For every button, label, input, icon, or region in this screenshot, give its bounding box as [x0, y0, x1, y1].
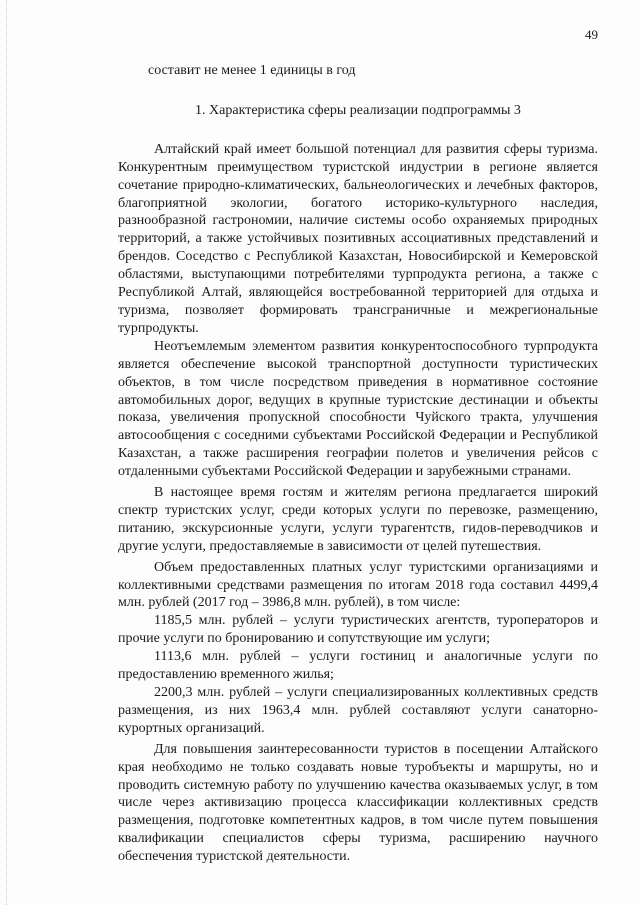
section-title: 1. Характеристика сферы реализации подпрограммы 3: [195, 102, 521, 118]
paragraph: Алтайский край имеет большой потенциал для развития сферы туризма. Конкурентным преимуществом туристской индустрии в регионе является сочетание природно-климатических, бальнеологических и лечебных факторов, благоприятной экологии, богатого историко-культурного наследия, разнообразной гастрономии, наличие системы особо охраняемых природных территорий, а также устойчивых позитивных ассоциативных представлений и брендов. Соседство с Республикой Казахстан, Новосибирской и Кемеровской областями, выступающими потребителями турпродукта региона, а также с Республикой Алтай, являющейся востребованной территорией для отдыха и туризма, позволяет формировать трансграничные и межрегиональные турпродукты.: [118, 141, 598, 336]
paragraph: Объем предоставленных платных услуг туристскими организациями и коллективными средствами размещения по итогам 2018 года составил 4499,4 млн. рублей (2017 год – 3986,8 млн. рублей), в том числе:: [118, 559, 598, 611]
paragraph: В настоящее время гостям и жителям региона предлагается широкий спектр туристских услуг, среди которых услуги по перевозке, размещению, питанию, экскурсионные услуги, услуги турагентств, гидов-переводчиков и другие услуги, предоставляемые в зависимости от целей путешествия.: [118, 485, 598, 554]
continuation-line: составит не менее 1 единицы в год: [148, 63, 356, 78]
paragraph: Неотъемлемым элементом развития конкурентоспособного турпродукта является обеспечение высокой транспортной доступности туристических объектов, в том числе посредством приведения в нормативное состояние автомобильных дорог, ведущих в крупные туристские дестинации и объекты показа, увеличения пропускной способности Чуйского тракта, улучшения автосообщения с соседними субъектами Российской Федерации и Республикой Казахстан, а также расширения географии полетов и увеличения рейсов с отдаленными субъектами Российской Федерации и зарубежными странами.: [118, 338, 598, 480]
page-number: 49: [585, 27, 598, 42]
paragraph: 1113,6 млн. рублей – услуги гостиниц и аналогичные услуги по предоставлению временного жилья;: [118, 649, 598, 683]
paragraph: 1185,5 млн. рублей – услуги туристических агентств, туроператоров и прочие услуги по бронированию и сопутствующие им услуги;: [118, 613, 598, 647]
paragraph: Для повышения заинтересованности туристов в посещении Алтайского края необходимо не только создавать новые туробъекты и маршруты, но и проводить системную работу по улучшению качества оказываемых услуг, в том числе через активизацию процесса классификации коллективных средств размещения, подготовке компетентных кадров, в том числе путем повышения квалификации специалистов сферы туризма, расширению научного обеспечения туристской деятельности.: [118, 741, 598, 865]
page-edge-line: [6, 0, 8, 905]
paragraph: 2200,3 млн. рублей – услуги специализированных коллективных средств размещения, из них 1963,4 млн. рублей составляют услуги санаторно-курортных организаций.: [118, 685, 598, 736]
document-body: [118, 62, 598, 866]
